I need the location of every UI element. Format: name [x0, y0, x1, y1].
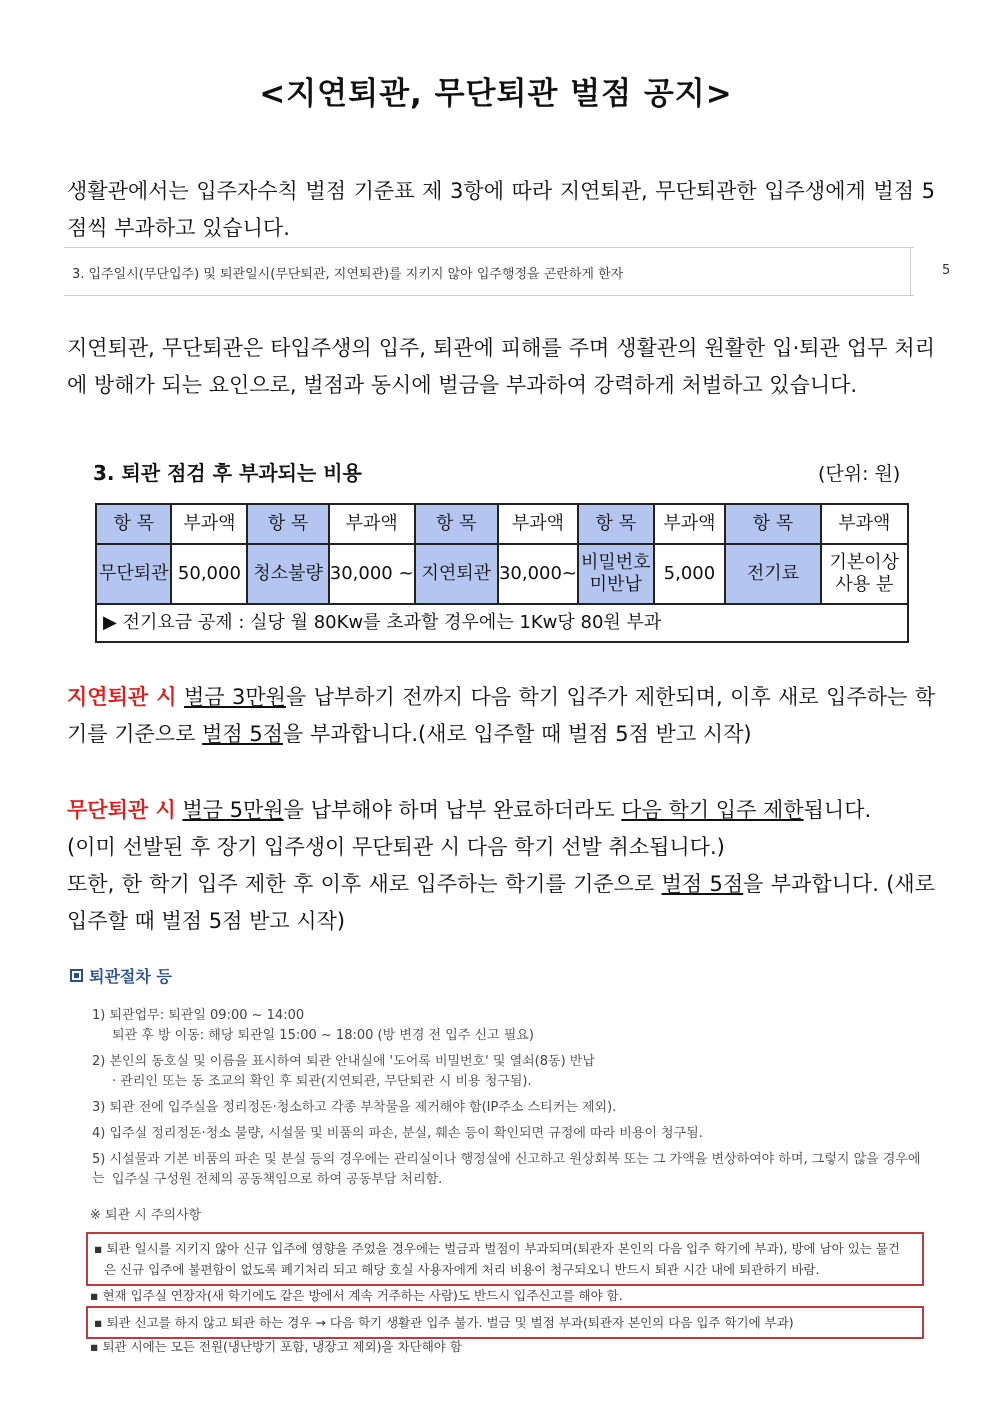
procedure-item: 퇴관 후 방 이동: 해당 퇴관일 15:00 ~ 18:00 (방 변경 전 입주 신고 필요): [112, 1028, 534, 1043]
fee-amount-delayed: 30,000~: [498, 544, 578, 604]
procedure-item: 5) 시설물과 기본 비품의 파손 및 분실 등의 경우에는 관리실이나 행정실에 신고하고 원상회복 또는 그 가액을 변상하여야 하며, 그렇지 않을 경우에는: [92, 1152, 921, 1186]
delayed-label: 지연퇴관 시: [67, 685, 177, 709]
header-amount: 부과액: [654, 504, 726, 544]
header-amount: 부과액: [498, 504, 578, 544]
fee-amount-password: 5,000: [654, 544, 726, 604]
caution-title: ※ 퇴관 시 주의사항: [90, 1208, 202, 1223]
text: 을 부과합니다. (새로 입주할 때 벌점 5점 받고 시작): [67, 872, 935, 933]
header-amount: 부과액: [821, 504, 908, 544]
procedure-item: · 관리인 또는 동 조교의 확인 후 퇴관(지연퇴관, 무단퇴관 시 비용 청구됨).: [112, 1074, 532, 1089]
delayed-checkout-paragraph: [67, 679, 935, 753]
penalty-points: 벌점 5점: [661, 872, 744, 896]
header-item: 항 목: [725, 504, 820, 544]
highlighted-note: [86, 1306, 924, 1339]
text: 또한, 한 학기 입주 제한 후 이후 새로 입주하는 학기를 기준으로: [67, 872, 662, 896]
checkout-procedure: [70, 964, 940, 1354]
header-item: 항 목: [96, 504, 171, 544]
fee-amount-unauthorized: 50,000: [171, 544, 247, 604]
fee-item-password: 비밀번호 미반납: [578, 544, 653, 604]
penalty-rule-text: 3. 입주일시(무단입주) 및 퇴관일시(무단퇴관, 지연퇴관)를 지키지 않아 입주행정을 곤란하게 한자: [72, 267, 624, 282]
fee-item-electricity: 전기료: [725, 544, 820, 604]
fine-amount: 벌금 5만원: [182, 798, 284, 822]
fee-header-row: [96, 504, 908, 544]
procedure-title: [70, 964, 940, 987]
penalty-rule-row: [64, 247, 951, 296]
fee-item-unauthorized: 무단퇴관: [96, 544, 171, 604]
fee-note: ▶ 전기요금 공제 : 실당 월 80Kw를 초과할 경우에는 1Kw당 80원 부과: [96, 604, 908, 642]
penalty-points: 벌점 5점: [202, 722, 283, 746]
fine-amount: 벌금 3만원: [183, 685, 286, 709]
impact-paragraph: 지연퇴관, 무단퇴관은 타입주생의 입주, 퇴관에 피해를 주며 생활관의 원활한 입·퇴관 업무 처리에 방해가 되는 요인으로, 벌점과 동시에 벌금을 부과하여 강력하게 처벌하고 있습니다.: [67, 336, 935, 397]
fee-table-unit: (단위: 원): [818, 463, 901, 485]
procedure-item: 입주실 구성원 전체의 공동책임으로 하여 공동부담 처리함.: [112, 1172, 443, 1187]
rule-divider: [910, 248, 911, 295]
fee-table-heading: 3. 퇴관 점검 후 부과되는 비용: [93, 461, 362, 485]
caution-note: ▪ 퇴관 시에는 모든 전원(냉난방기 포함, 냉장고 제외)을 차단해야 함: [90, 1339, 462, 1354]
text: (이미 선발된 후 장기 입주생이 무단퇴관 시 다음 학기 선발 취소됩니다.): [67, 835, 725, 859]
caution-note: ▪ 퇴관 신고를 하지 않고 퇴관 하는 경우 → 다음 학기 생활관 입주 불가. 벌금 및 벌점 부과(퇴관자 본인의 다음 입주 학기에 부과): [94, 1315, 794, 1330]
header-amount: 부과액: [171, 504, 247, 544]
header-item: 항 목: [578, 504, 653, 544]
text: 을 납부하기 전까지 다음 학기 입주가 제한되며, 이후 새로 입주하는 학기를 기준으로: [67, 685, 935, 746]
fee-note-row: [96, 604, 908, 642]
header-item: 항 목: [247, 504, 328, 544]
page-title: <지연퇴관, 무단퇴관 벌점 공지>: [259, 76, 733, 112]
fee-amount-electricity: 기본이상 사용 분: [821, 544, 908, 604]
intro-paragraph: 생활관에서는 입주자수칙 벌점 기준표 제 3항에 따라 지연퇴관, 무단퇴관한 입주생에게 벌점 5점씩 부과하고 있습니다.: [67, 179, 935, 240]
fee-values-row: [96, 544, 908, 604]
procedure-item: 4) 입주실 정리정돈·청소 불량, 시설물 및 비품의 파손, 분실, 훼손 등이 확인되면 규정에 따라 비용이 청구됨.: [92, 1126, 703, 1141]
restriction-text: 다음 학기 입주 제한: [621, 798, 804, 822]
fee-amount-cleaning: 30,000 ~: [329, 544, 415, 604]
text: [177, 685, 184, 709]
text: 됩니다.: [803, 798, 872, 822]
header-item: 항 목: [415, 504, 498, 544]
caution-note: ▪ 현재 입주실 연장자(새 학기에도 같은 방에서 계속 거주하는 사람)도 반드시 입주신고를 해야 함.: [90, 1288, 623, 1303]
fee-item-cleaning: 청소불량: [247, 544, 328, 604]
procedure-title-text: 퇴관절차 등: [89, 967, 172, 986]
text: 을 납부해야 하며 납부 완료하더라도: [283, 798, 622, 822]
procedure-item: 3) 퇴관 전에 입주실을 정리정돈·청소하고 각종 부착물을 제거해야 함(IP주소 스티커는 제외).: [92, 1100, 617, 1115]
procedure-item: 2) 본인의 동호실 및 이름을 표시하여 퇴관 안내실에 '도어록 비밀번호' 및 열쇠(8동) 반납: [92, 1054, 595, 1069]
fee-table: [95, 503, 909, 643]
unauthorized-checkout-paragraph: [67, 792, 935, 940]
unauthorized-label: 무단퇴관 시: [67, 798, 176, 822]
text: 을 부과합니다.(새로 입주할 때 벌점 5점 받고 시작): [282, 722, 752, 746]
caution-note: 은 신규 입주에 불편함이 없도록 폐기처리 되고 해당 호실 사용자에게 처리 비용이 청구되오니 반드시 퇴관 시간 내에 퇴관하기 바람.: [104, 1262, 820, 1277]
header-amount: 부과액: [329, 504, 415, 544]
highlighted-note: [86, 1232, 924, 1286]
square-bullet-icon: [70, 969, 83, 982]
fee-item-delayed: 지연퇴관: [415, 544, 498, 604]
procedure-item: 1) 퇴관업무: 퇴관일 09:00 ~ 14:00: [92, 1008, 305, 1023]
caution-note: ▪ 퇴관 일시를 지키지 않아 신규 입주에 영향을 주었을 경우에는 벌금과 벌점이 부과되며(퇴관자 본인의 다음 입주 학기에 부과), 방에 남아 있는 물건: [94, 1241, 900, 1256]
penalty-rule-score: 5: [942, 263, 951, 278]
